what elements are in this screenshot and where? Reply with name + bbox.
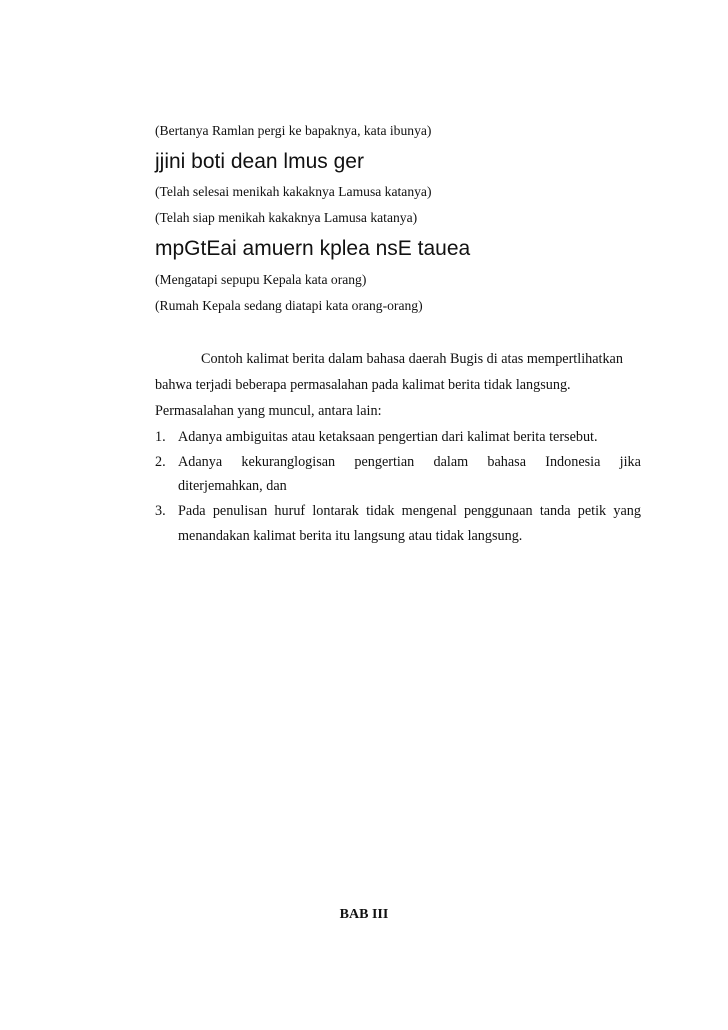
list-number: 1. bbox=[155, 429, 166, 445]
word: mengenal bbox=[401, 503, 457, 519]
paragraph-line-3: Permasalahan yang muncul, antara lain: bbox=[155, 403, 382, 419]
word: petik bbox=[577, 503, 607, 519]
word: dalam bbox=[433, 454, 469, 470]
list-item-justified-line bbox=[178, 453, 641, 471]
word: penulisan bbox=[212, 503, 268, 519]
list-number: 3. bbox=[155, 503, 166, 519]
lontara-sentence-2: mpGtEai amuern kplea nsE tauea bbox=[155, 237, 471, 260]
translation-line-1: (Bertanya Ramlan pergi ke bapaknya, kata ibunya) bbox=[155, 123, 432, 138]
word: bahasa bbox=[487, 454, 526, 470]
word: huruf bbox=[274, 503, 306, 519]
translation-line-3b: (Rumah Kepala sedang diatapi kata orang-orang) bbox=[155, 298, 423, 313]
word: penggunaan bbox=[464, 503, 533, 519]
translation-line-2a: (Telah selesai menikah kakaknya Lamusa katanya) bbox=[155, 184, 432, 199]
word: Adanya bbox=[178, 454, 223, 470]
word: tanda bbox=[539, 503, 571, 519]
word: Indonesia bbox=[545, 454, 601, 470]
lontara-sentence-1: jjini boti dean lmus ger bbox=[155, 150, 364, 173]
word: pengertian bbox=[354, 454, 415, 470]
list-number: 2. bbox=[155, 454, 166, 470]
list-item-text: Adanya ambiguitas atau ketaksaan pengertian dari kalimat berita tersebut. bbox=[178, 429, 598, 445]
paragraph-line-2: bahwa terjadi beberapa permasalahan pada kalimat berita tidak langsung. bbox=[155, 377, 571, 393]
list-item-continuation: diterjemahkan, dan bbox=[178, 478, 287, 494]
word: kekuranglogisan bbox=[241, 454, 336, 470]
list-item-continuation: menandakan kalimat berita itu langsung atau tidak langsung. bbox=[178, 528, 523, 544]
list-item-justified-line bbox=[178, 502, 641, 520]
chapter-heading: BAB III bbox=[339, 907, 389, 922]
word: jika bbox=[619, 454, 641, 470]
translation-line-2b: (Telah siap menikah kakaknya Lamusa katanya) bbox=[155, 210, 418, 225]
translation-line-3a: (Mengatapi sepupu Kepala kata orang) bbox=[155, 272, 367, 287]
word: tidak bbox=[366, 503, 395, 519]
word: Pada bbox=[178, 503, 206, 519]
paragraph-line-1: Contoh kalimat berita dalam bahasa daerah Bugis di atas mempertlihatkan bbox=[201, 351, 623, 367]
word: lontarak bbox=[312, 503, 359, 519]
word: yang bbox=[613, 503, 641, 519]
